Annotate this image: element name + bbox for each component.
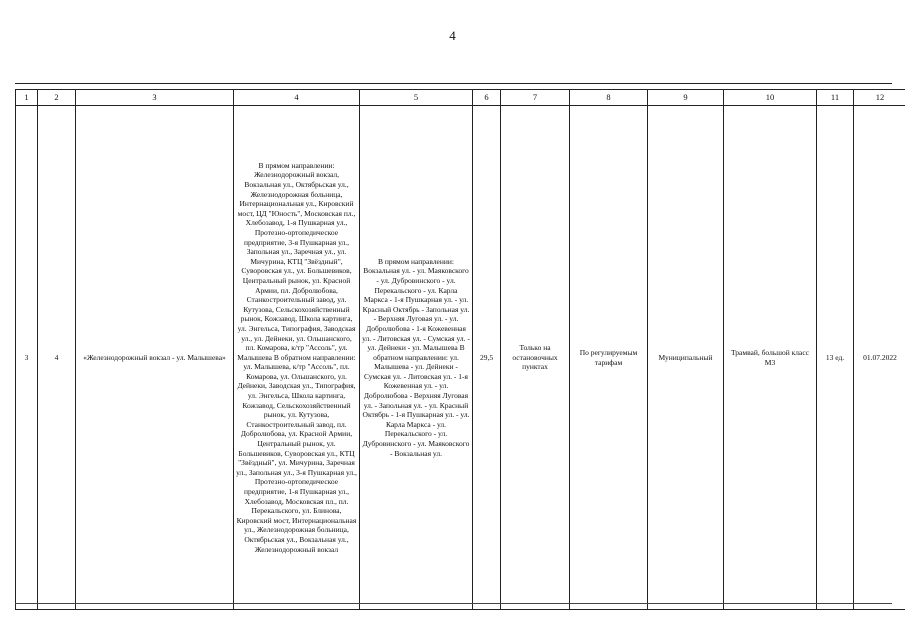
header-cell: 12	[854, 90, 905, 106]
vehicle-cell: Трамвай, большой класс М3	[724, 106, 817, 610]
header-cell: 3	[76, 90, 234, 106]
vehicle-count-cell: 13 ед.	[817, 106, 854, 610]
streets-path-cell: В прямом направлении: Железнодорожный вокзал, Вокзальная ул., Октябрьская ул., Железнодорожная больница, Интернациональная ул., Кировский мост, ЦД "Юность", Московская пл., Хлебозавод, 1-я Пушкарная ул., Протезно-ортопедическое предприятие, 3-я Пушкарная ул., Запольная ул., Заречная ул., ул. Мичурина, КТЦ "Звёздный", Суворовская ул., ул. Большевиков, Центральный рынок, ул. Красной Армии, пл. Добролюбова, Станкостроительный завод, ул. Кутузова, Сельскохозяйственный рынок, Кожзавод, Школа картинга, ул. Энгельса, Типография, Заводская ул., ул. Дейнеки, ул. Ольшанского, пл. Комарова, к/тр "Ассоль", ул. Малышева В обратном направлении: ул. Малышева, к/тр "Ассоль", пл. Комарова, ул. Ольшанского, ул. Дейнеки, Заводская ул., Типография, ул. Энгельса, Школа картинга, Кожзавод, Сельскохозяйственный рынок, ул. Кутузова, Станкостроительный завод, пл. Добролюбова, ул. Красной Армии, Центральный рынок, ул. Большевиков, Суворовская ул., КТЦ "Звёздный", ул. Мичурина, Заречная ул., Запольная ул., 3-я Пушкарная ул., Протезно-ортопедическое предприятие, 1-я Пушкарная ул., Хлебозавод, Московская пл., пл. Перекальского, ул. Блинова, Кировский мост, Интернациональная ул., Железнодорожная больница, Октябрьская ул., Вокзальная ул., Железнодорожный вокзал	[234, 106, 360, 610]
page-number: 4	[449, 28, 456, 43]
header-cell: 8	[570, 90, 648, 106]
header-cell: 2	[38, 90, 76, 106]
header-cell: 5	[360, 90, 473, 106]
length-cell: 29,5	[473, 106, 501, 610]
bottom-rule	[15, 603, 892, 604]
header-cell: 11	[817, 90, 854, 106]
table-row	[16, 106, 905, 610]
seq-number-cell: 3	[16, 106, 38, 610]
header-cell: 10	[724, 90, 817, 106]
header-cell: 7	[501, 90, 570, 106]
route-type-cell: Муниципальный	[648, 106, 724, 610]
stop-order-cell: Только на остановочных пунктах	[501, 106, 570, 610]
header-cell: 4	[234, 90, 360, 106]
top-rule	[15, 83, 892, 84]
routes-table	[15, 89, 905, 610]
header-row	[16, 90, 905, 106]
tariff-type-cell: По регулируемым тарифам	[570, 106, 648, 610]
streets-list-cell: В прямом направлении: Вокзальная ул. - ул. Маяковского - ул. Дубровинского - ул. Перекальского - ул. Карла Маркса - 1-я Пушкарная ул. - ул. Красный Октябрь - Запольная ул. - Верхняя Луговая ул. - ул. Добролюбова - 1-я Кожевенная ул. - Литовская ул. - Сумская ул. - ул. Дейнеки - ул. Малышева В обратном направлении: ул. Малышева - ул. Дейнеки - Сумская ул. - Литовская ул. - 1-я Кожевенная ул. - ул. Добролюбова - Верхняя Луговая ул. - Запольная ул. - ул. Красный Октябрь - 1-я Пушкарная ул. - ул. Карла Маркса - ул. Перекальского - ул. Дубровинского - ул. Маяковского - Вокзальная ул.	[360, 106, 473, 610]
route-name-cell: «Железнодорожный вокзал - ул. Малышева»	[76, 106, 234, 610]
header-cell: 9	[648, 90, 724, 106]
start-date-cell: 01.07.2022	[854, 106, 905, 610]
header-cell: 1	[16, 90, 38, 106]
header-cell: 6	[473, 90, 501, 106]
route-number-cell: 4	[38, 106, 76, 610]
